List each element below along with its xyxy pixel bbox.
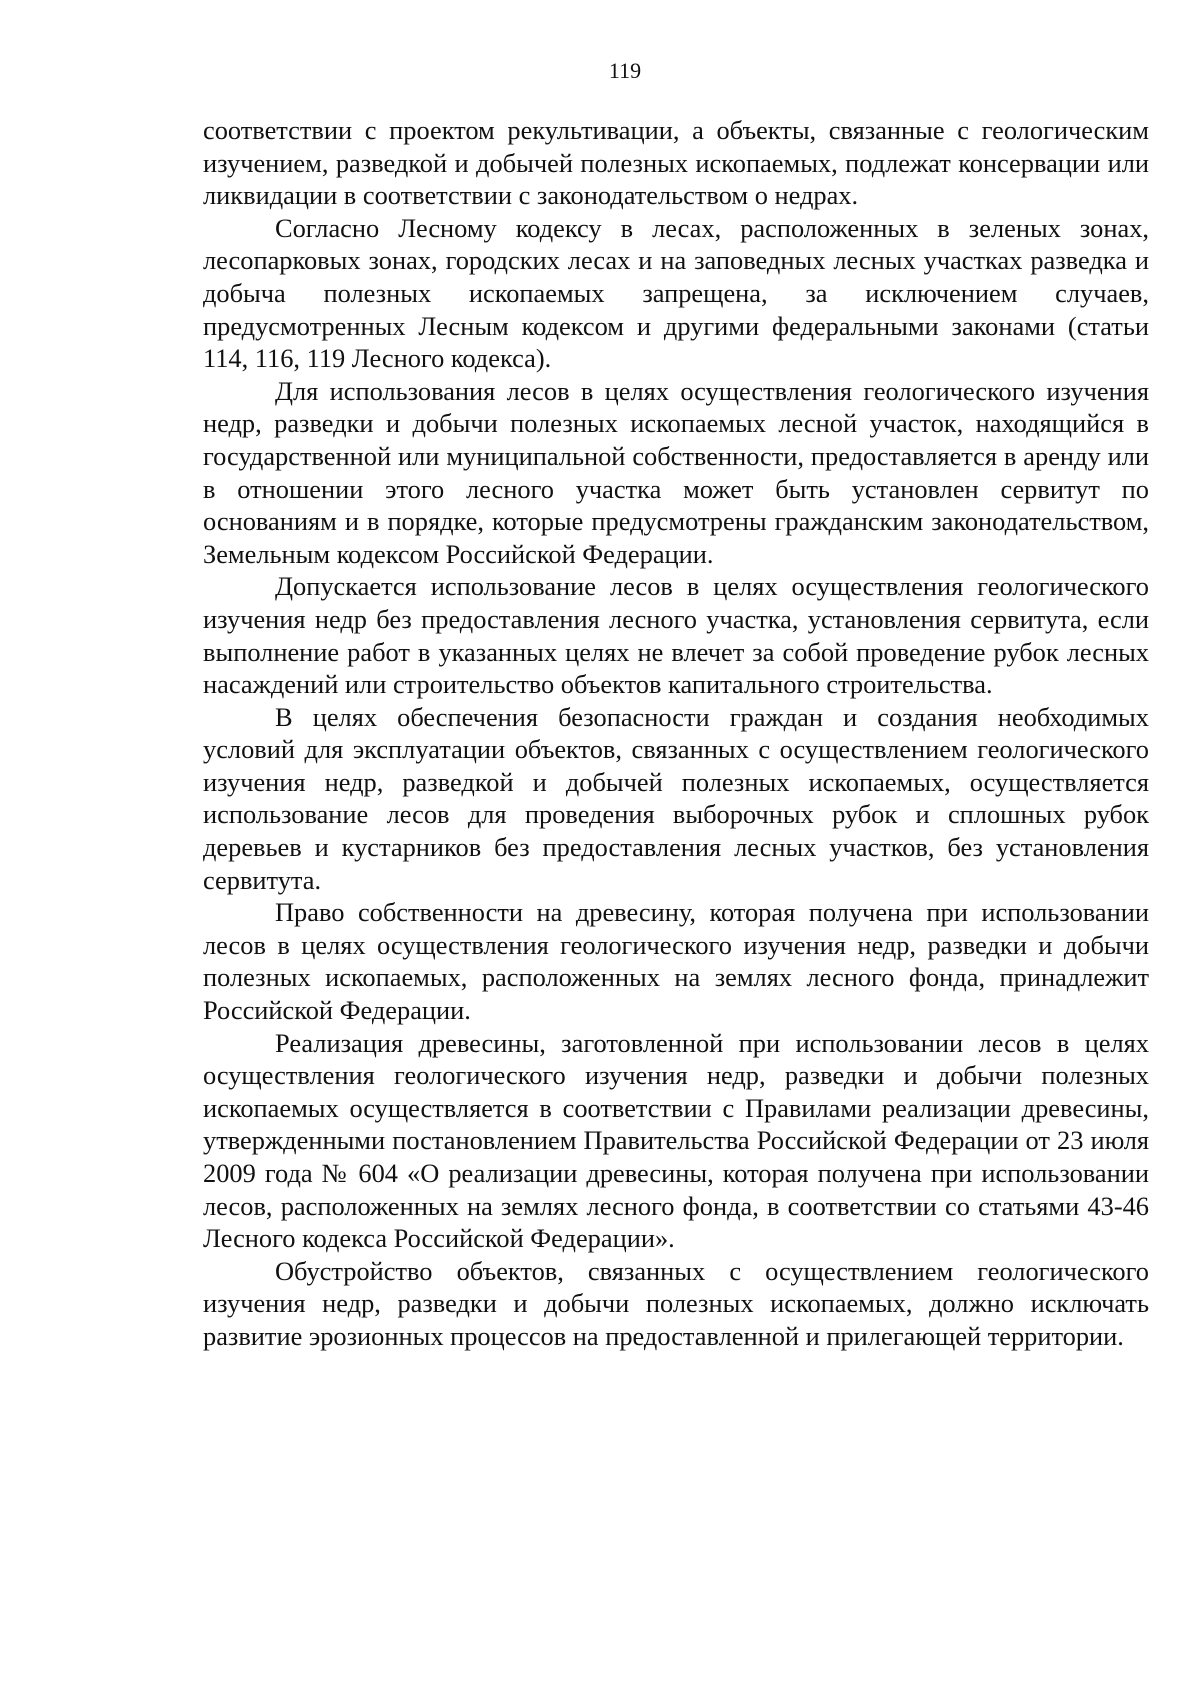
paragraph-timber-ownership: Право собственности на древесину, которая получена при использовании лесов в целях осуществления геологического изучения недр, разведки и добычи полезных ископаемых, расположенных на землях лесного фонда, принадлежит Российской Федерации. <box>203 897 1149 1026</box>
paragraph-erosion-prevention: Обустройство объектов, связанных с осуществлением геологического изучения недр, разведки и добычи полезных ископаемых, должно исключать развитие эрозионных процессов на предоставленной и прилегающей территории. <box>203 1255 1149 1351</box>
page-number: 119 <box>608 58 642 83</box>
paragraph-forest-code-prohibition: Согласно Лесному кодексу в лесах, расположенных в зеленых зонах, лесопарковых зонах, городских лесах и на заповедных лесных участках разведка и добыча полезных ископаемых запрещена, за исключением случаев, предусмотренных Лесным кодексом и другими федеральными законами (статьи 114, 116, 119 Лесного кодекса). <box>203 212 1149 374</box>
paragraph-timber-sale-rules: Реализация древесины, заготовленной при использовании лесов в целях осуществления геологического изучения недр, разведки и добычи полезных ископаемых осуществляется в соответствии с Правилами реализации древесины, утвержденными постановлением Правительства Российской Федерации от 23 июля 2009 года № 604 «О реализации древесины, которая получена при использовании лесов, расположенных на землях лесного фонда, в соответствии со статьями 43-46 Лесного кодекса Российской Федерации». <box>203 1027 1149 1254</box>
paragraph-use-without-plot: Допускается использование лесов в целях осуществления геологического изучения недр без предоставления лесного участка, установления сервитута, если выполнение работ в указанных целях не влечет за собой проведение рубок лесных насаждений или строительство объектов капитального строительства. <box>203 571 1149 700</box>
paragraph-continuation: соответствии с проектом рекультивации, а объекты, связанные с геологическим изучением, разведкой и добычей полезных ископаемых, подлежат консервации или ликвидации в соответствии с законодательством о недрах. <box>203 115 1149 211</box>
paragraph-safety-logging: В целях обеспечения безопасности граждан и создания необходимых условий для эксплуатации объектов, связанных с осуществлением геологического изучения недр, разведкой и добычей полезных ископаемых, осуществляется использование лесов для проведения выборочных рубок и сплошных рубок деревьев и кустарников без предоставления лесных участков, без установления сервитута. <box>203 701 1149 895</box>
document-body <box>203 114 1149 1353</box>
paragraph-forest-plot-lease: Для использования лесов в целях осуществления геологического изучения недр, разведки и добычи полезных ископаемых лесной участок, находящийся в государственной или муниципальной собственности, предоставляется в аренду или в отношении этого лесного участка может быть установлен сервитут по основаниям и в порядке, которые предусмотрены гражданским законодательством, Земельным кодексом Российской Федерации. <box>203 375 1149 569</box>
